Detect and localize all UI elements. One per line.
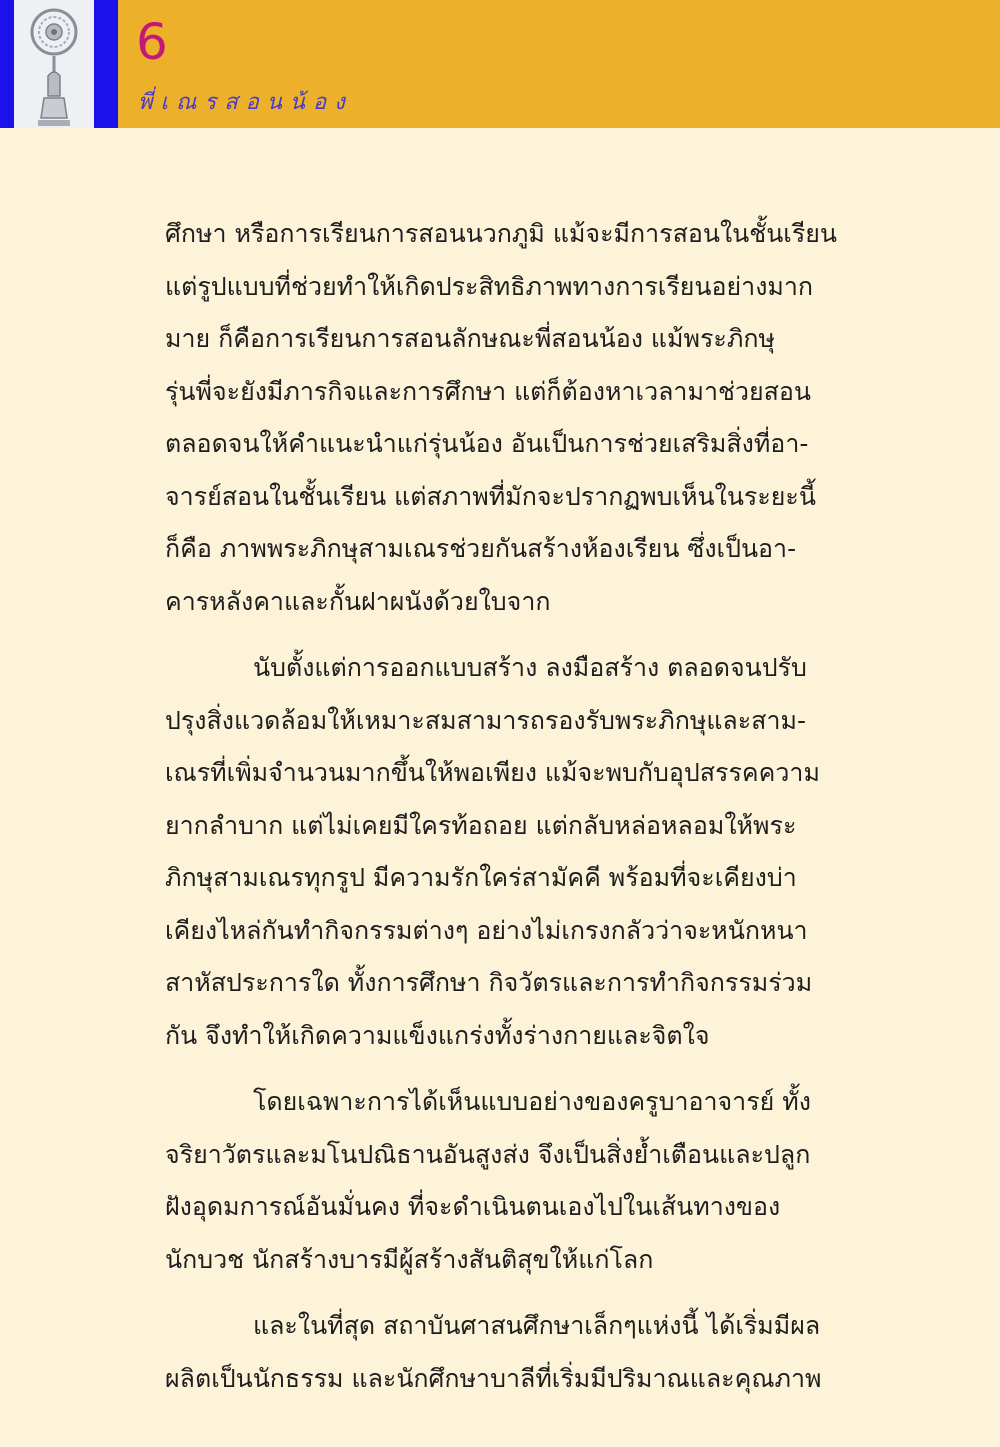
text-line: ก็คือ ภาพพระภิกษุสามเณรช่วยกันสร้างห้องเรียน ซึ่งเป็นอา- <box>165 534 797 563</box>
text-line: รุ่นพี่จะยังมีภารกิจและการศึกษา แต่ก็ต้องหาเวลามาช่วยสอน <box>165 376 812 406</box>
text-line: นักบวช นักสร้างบารมีผู้สร้างสันติสุขให้แก่โลก <box>165 1244 654 1274</box>
text-line: จริยาวัตรและมโนปณิธานอันสูงส่ง จึงเป็นสิ่งย้ำเตือนและปลูก <box>165 1139 811 1169</box>
text-line: ปรุงสิ่งแวดล้อมให้เหมาะสมสามารถรองรับพระภิกษุและสาม- <box>165 705 806 735</box>
text-line: คารหลังคาและกั้นฝาผนังด้วยใบจาก <box>165 586 551 616</box>
text-line: ยากลำบาก แต่ไม่เคยมีใครท้อถอย แต่กลับหล่อหลอมให้พระ <box>165 810 797 840</box>
text-line: แต่รูปแบบที่ช่วยทำให้เกิดประสิทธิภาพทางการเรียนอย่างมาก <box>165 271 814 301</box>
text-line: โดยเฉพาะการได้เห็นแบบอย่างของครูบาอาจารย์ ทั้ง <box>253 1087 811 1116</box>
text-line: ภิกษุสามเณรทุกรูป มีความรักใคร่สามัคคี พร้อมที่จะเคียงบ่า <box>165 863 797 892</box>
running-title: พี่เณรสอนน้อง <box>138 90 353 115</box>
text-line: มาย ก็คือการเรียนการสอนลักษณะพี่สอนน้อง แม้พระภิกษุ <box>165 324 775 353</box>
paragraph-4 <box>165 1300 835 1405</box>
emblem-panel <box>14 0 94 128</box>
text-line: เณรที่เพิ่มจำนวนมากขึ้นให้พอเพียง แม้จะพบกับอุปสรรคความ <box>165 758 820 787</box>
paragraph-2 <box>165 642 835 1062</box>
paragraph-1 <box>165 208 838 628</box>
left-blue-stripe <box>0 0 14 128</box>
text-line: และในที่สุด สถาบันศาสนศึกษาเล็กๆแห่งนี้ ได้เริ่มมีผล <box>253 1311 821 1340</box>
text-line: ตลอดจนให้คำแนะนำแก่รุ่นน้อง อันเป็นการช่วยเสริมสิ่งที่อา- <box>165 429 809 458</box>
text-line: ศึกษา หรือการเรียนการสอนนวกภูมิ แม้จะมีการสอนในชั้นเรียน <box>165 219 838 248</box>
text-line: กัน จึงทำให้เกิดความแข็งแกร่งทั้งร่างกายและจิตใจ <box>165 1020 710 1050</box>
text-line: นับตั้งแต่การออกแบบสร้าง ลงมือสร้าง ตลอดจนปรับ <box>253 653 807 682</box>
text-line: ฝังอุดมการณ์อันมั่นคง ที่จะดำเนินตนเองไปในเส้นทางของ <box>165 1192 781 1221</box>
text-line: จารย์สอนในชั้นเรียน แต่สภาพที่มักจะปรากฏพบเห็นในระยะนี้ <box>165 481 816 511</box>
right-blue-stripe <box>94 0 118 128</box>
body-text <box>165 208 838 1419</box>
text-line: สาหัสประการใด ทั้งการศึกษา กิจวัตรและการทำกิจกรรมร่วม <box>165 968 813 997</box>
text-line: เคียงไหล่กันทำกิจกรรมต่างๆ อย่างไม่เกรงกลัวว่าจะหนักหนา <box>165 915 808 945</box>
text-line: ผลิตเป็นนักธรรม และนักศึกษาบาลีที่เริ่มมีปริมาณและคุณภาพ <box>165 1363 822 1393</box>
temple-emblem-icon <box>14 0 94 128</box>
paragraph-3 <box>165 1076 835 1286</box>
page-number: 6 <box>136 13 168 71</box>
